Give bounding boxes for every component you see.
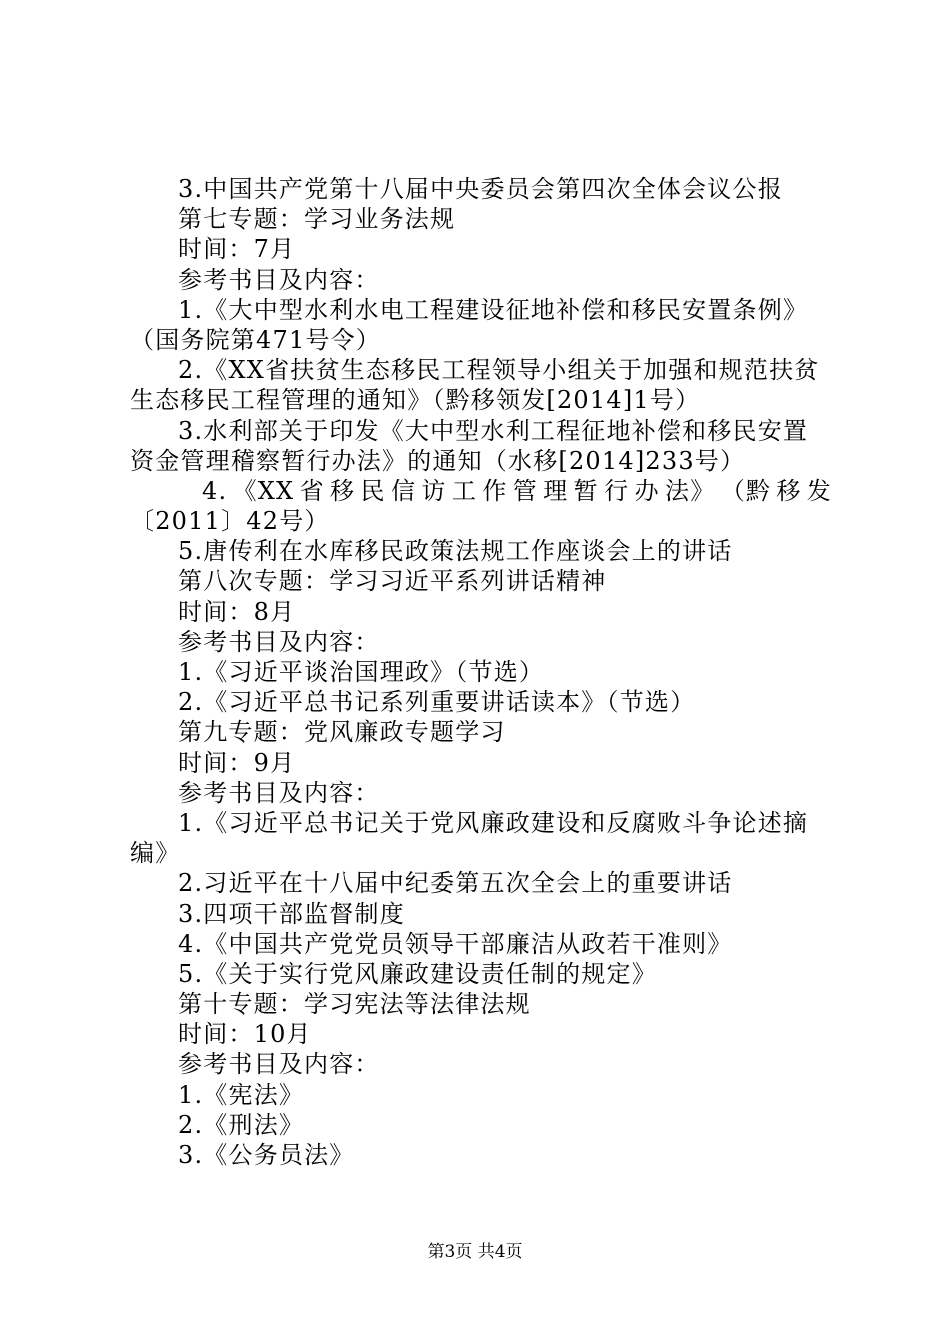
page-footer: 第3页 共4页 xyxy=(427,1242,523,1262)
section-heading-7: 第七专题：学习业务法规 xyxy=(178,205,456,234)
text-line: 1.《大中型水利水电工程建设征地补偿和移民安置条例》 xyxy=(178,295,809,324)
text-line: （国务院第471号令） xyxy=(130,325,382,354)
text-fragment: 4. xyxy=(202,476,228,505)
text-fragment: 作 xyxy=(482,476,508,505)
text-line: 时间：7月 xyxy=(178,235,296,264)
text-line: 1.《习近平谈治国理政》（节选） xyxy=(178,658,545,686)
section-heading-9: 第九专题：党风廉政专题学习 xyxy=(178,718,506,747)
text-line: 参考书目及内容： xyxy=(178,265,380,294)
text-line: 3.中国共产党第十八届中央委员会第四次全体会议公报 xyxy=(178,175,783,203)
text-line: 〔2011〕42号） xyxy=(130,507,330,536)
text-fragment: 移 xyxy=(776,476,802,505)
text-fragment: 理 xyxy=(543,476,569,505)
text-line: 1.《宪法》 xyxy=(178,1080,305,1109)
text-fragment: 管 xyxy=(512,476,538,505)
text-line: 编》 xyxy=(130,839,181,868)
text-line: 参考书目及内容： xyxy=(178,778,380,807)
text-line: 1.《习近平总书记关于党风廉政建设和反腐败斗争论述摘 xyxy=(178,808,809,837)
text-line: 3.《公务员法》 xyxy=(178,1141,355,1169)
text-line: 2.《习近平总书记系列重要讲话读本》（节选） xyxy=(178,688,696,717)
text-line: 资金管理稽察暂行办法》的通知（水移[2014]233号） xyxy=(130,446,746,475)
text-fragment: 省 xyxy=(299,476,325,505)
text-fragment: （黔 xyxy=(720,476,772,505)
text-fragment: 法》 xyxy=(665,476,716,505)
text-fragment: 访 xyxy=(421,476,447,505)
text-line: 3.水利部关于印发《大中型水利工程征地补偿和移民安置 xyxy=(178,416,809,445)
text-fragment: 办 xyxy=(634,476,660,505)
text-fragment: 暂 xyxy=(573,476,599,505)
text-line: 参考书目及内容： xyxy=(178,1050,380,1079)
section-heading-8: 第八次专题：学习习近平系列讲话精神 xyxy=(178,567,607,596)
text-line: 5.唐传利在水库移民政策法规工作座谈会上的讲话 xyxy=(178,537,733,566)
text-fragment: 移 xyxy=(330,476,356,505)
text-fragment: 信 xyxy=(390,476,417,505)
text-fragment: 工 xyxy=(451,476,478,505)
text-line: 时间：10月 xyxy=(178,1020,312,1049)
text-line-justified xyxy=(130,476,832,506)
text-fragment: 行 xyxy=(604,476,630,505)
text-line: 4.《中国共产党党员领导干部廉洁从政若干准则》 xyxy=(178,929,733,958)
section-heading-10: 第十专题：学习宪法等法律法规 xyxy=(178,990,531,1019)
text-line: 2.《刑法》 xyxy=(178,1110,305,1139)
text-fragment: 《XX xyxy=(232,476,295,505)
text-line: 2.《XX省扶贫生态移民工程领导小组关于加强和规范扶贫 xyxy=(178,356,820,385)
document-body xyxy=(130,174,832,1170)
text-line: 参考书目及内容： xyxy=(178,627,380,656)
text-fragment: 民 xyxy=(360,476,386,505)
text-line: 生态移民工程管理的通知》（黔移领发[2014]1号） xyxy=(130,386,701,415)
text-line: 3.四项干部监督制度 xyxy=(178,899,405,928)
text-fragment: 发 xyxy=(806,476,832,505)
text-line: 时间：9月 xyxy=(178,748,296,777)
text-line: 5.《关于实行党风廉政建设责任制的规定》 xyxy=(178,959,657,988)
text-line: 时间：8月 xyxy=(178,597,296,626)
text-line: 2.习近平在十八届中纪委第五次全会上的重要讲话 xyxy=(178,869,733,898)
